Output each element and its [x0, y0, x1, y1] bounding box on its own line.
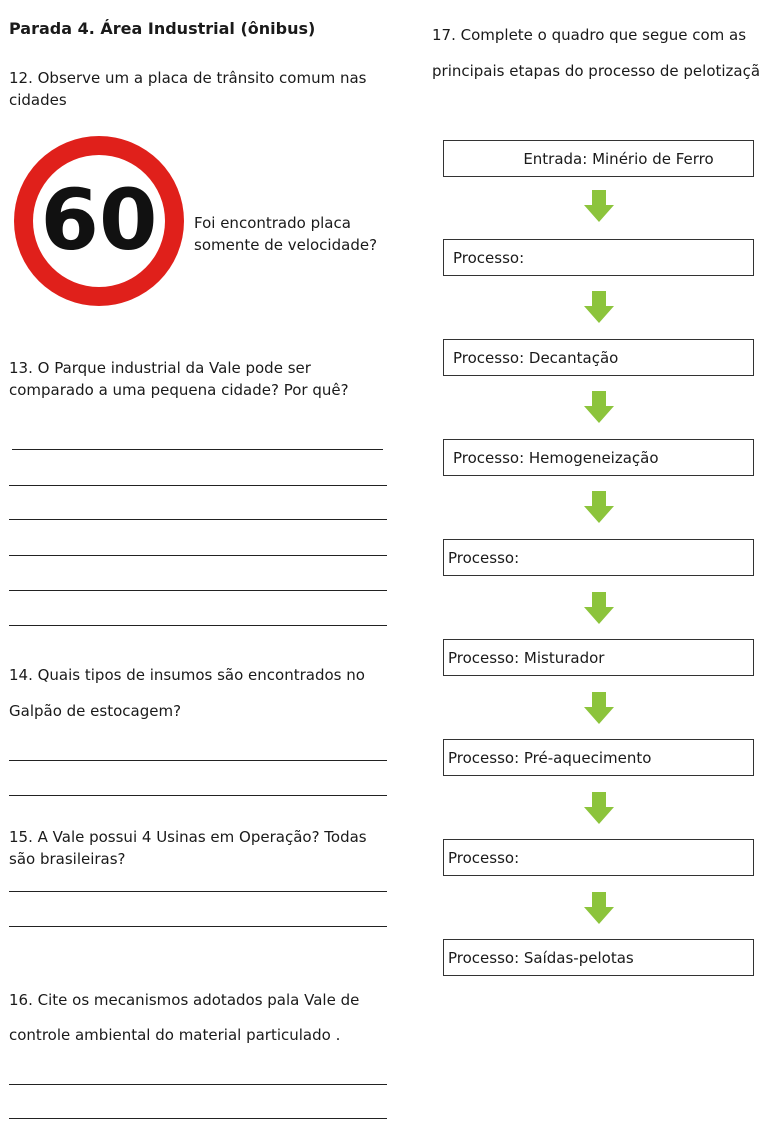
flow-step-label: Processo: Saídas-pelotas: [448, 948, 634, 967]
question-13-line-1: 13. O Parque industrial da Vale pode ser: [9, 359, 311, 377]
question-14-line-2: Galpão de estocagem?: [9, 702, 182, 720]
flow-step-box[interactable]: [443, 539, 754, 576]
flow-step-box[interactable]: [443, 339, 754, 376]
question-16-line-2: controle ambiental do material particulado .: [9, 1026, 341, 1044]
speed-limit-sign: [13, 135, 185, 307]
flow-step-box[interactable]: [443, 439, 754, 476]
question-14: [9, 657, 365, 729]
flow-step-box[interactable]: [443, 140, 754, 177]
question-16-line-1: 16. Cite os mecanismos adotados pala Vale de: [9, 991, 360, 1009]
answer-line[interactable]: [9, 926, 387, 927]
question-15-line-1: 15. A Vale possui 4 Usinas em Operação? Todas: [9, 828, 367, 846]
answer-line[interactable]: [9, 519, 387, 520]
question-14-line-1: 14. Quais tipos de insumos são encontrados no: [9, 666, 365, 684]
question-15-line-2: são brasileiras?: [9, 850, 126, 868]
answer-line[interactable]: [9, 590, 387, 591]
flow-step-label: Processo: Decantação: [453, 348, 619, 367]
answer-line[interactable]: [12, 449, 383, 450]
answer-line[interactable]: [9, 625, 387, 626]
answer-line[interactable]: [9, 1118, 387, 1119]
flow-step-box[interactable]: [443, 239, 754, 276]
down-arrow-icon: [584, 792, 614, 824]
answer-line[interactable]: [9, 760, 387, 761]
sign-caption: [194, 212, 377, 256]
answer-line[interactable]: [9, 1084, 387, 1085]
question-13-line-2: comparado a uma pequena cidade? Por quê?: [9, 381, 349, 399]
answer-line[interactable]: [9, 555, 387, 556]
down-arrow-icon: [584, 190, 614, 222]
down-arrow-icon: [584, 692, 614, 724]
page-title: Parada 4. Área Industrial (ônibus): [9, 19, 316, 38]
question-17-line-1: 17. Complete o quadro que segue com as: [432, 26, 747, 44]
down-arrow-icon: [584, 491, 614, 523]
flow-step-box[interactable]: [443, 739, 754, 776]
flow-step-label: Processo:: [453, 248, 525, 267]
speed-limit-sign-icon: [13, 135, 185, 307]
question-16: [9, 983, 359, 1053]
question-17: [432, 17, 768, 89]
down-arrow-icon: [584, 391, 614, 423]
down-arrow-icon: [584, 592, 614, 624]
question-13: [9, 357, 349, 401]
flow-step-label: Processo:: [448, 848, 520, 867]
sign-caption-line-2: somente de velocidade?: [194, 236, 378, 254]
down-arrow-icon: [584, 892, 614, 924]
sign-caption-line-1: Foi encontrado placa: [194, 214, 351, 232]
flow-step-box[interactable]: [443, 939, 754, 976]
question-15: [9, 826, 367, 870]
answer-line[interactable]: [9, 485, 387, 486]
flow-step-box[interactable]: [443, 639, 754, 676]
question-12-line-1: 12. Observe um a placa de trânsito comum nas: [9, 69, 367, 87]
flow-step-label: Entrada: Minério de Ferro: [523, 149, 714, 168]
flow-step-label: Processo: Misturador: [448, 648, 605, 667]
answer-line[interactable]: [9, 795, 387, 796]
question-17-line-2: principais etapas do processo de pelotizaçã: [432, 62, 761, 80]
answer-line[interactable]: [9, 891, 387, 892]
question-12: [9, 67, 366, 111]
speed-limit-value: 60: [40, 171, 158, 269]
flow-step-label: Processo: Hemogeneização: [453, 448, 659, 467]
flow-step-label: Processo: Pré-aquecimento: [448, 748, 652, 767]
flow-step-label: Processo:: [448, 548, 520, 567]
down-arrow-icon: [584, 291, 614, 323]
question-12-line-2: cidades: [9, 91, 67, 109]
flow-step-box[interactable]: [443, 839, 754, 876]
